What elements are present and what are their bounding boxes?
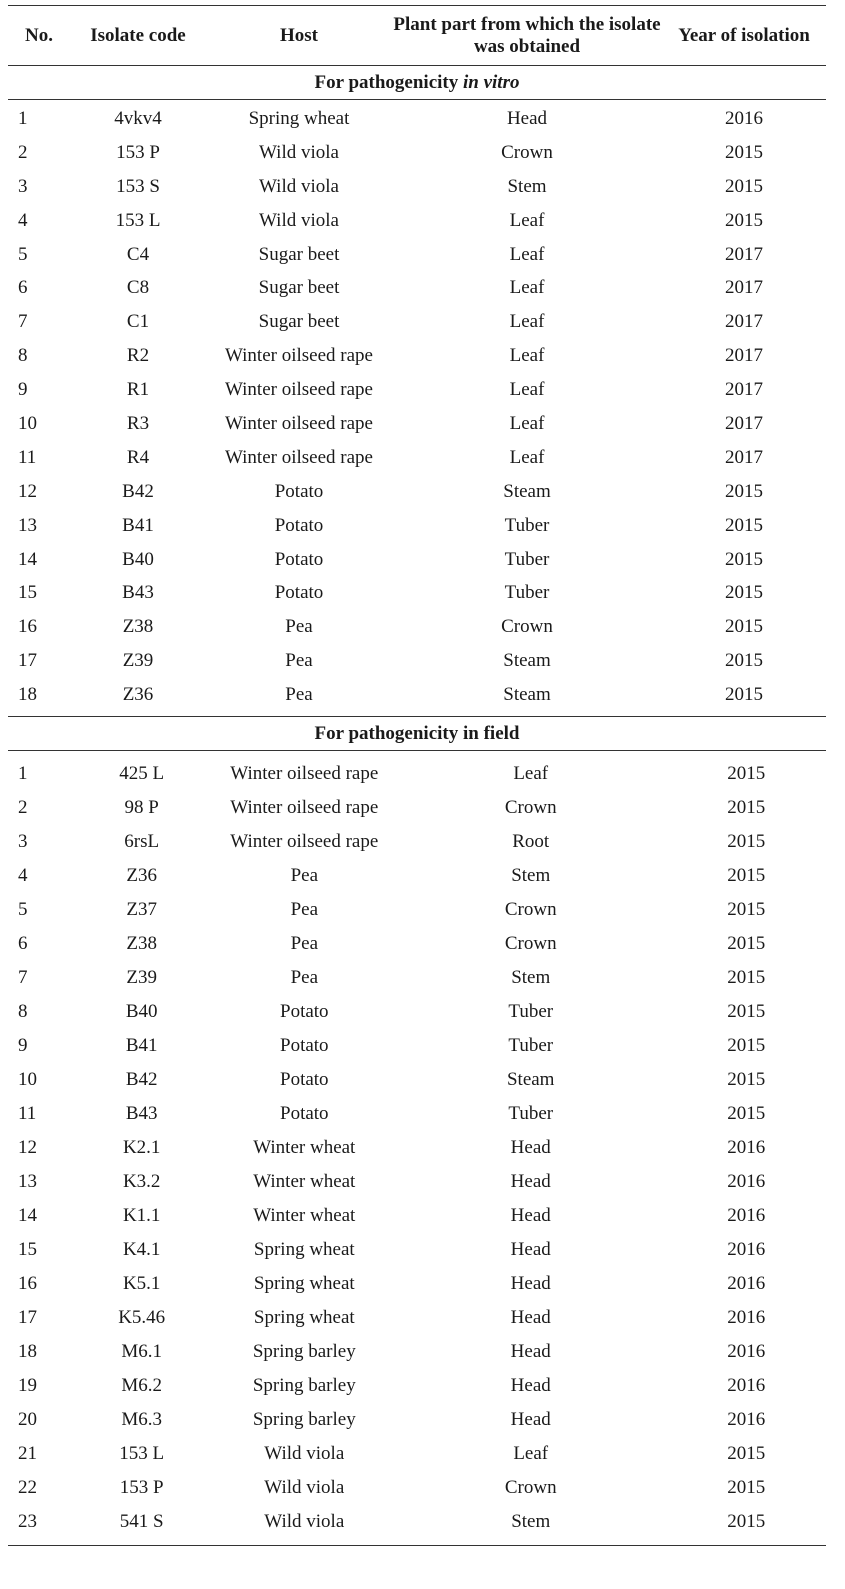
cell-host: Potato — [274, 582, 324, 604]
cell-host: Spring wheat — [248, 107, 350, 129]
cell-year: 2017 — [725, 345, 763, 367]
cell-host: Spring barley — [252, 1375, 356, 1397]
cell-plant-part: Leaf — [509, 379, 545, 401]
cell-plant-part: Crown — [501, 141, 553, 163]
cell-year: 2015 — [725, 548, 763, 570]
cell-year: 2017 — [725, 243, 763, 265]
cell-plant-part: Stem — [511, 967, 551, 989]
cell-plant-part: Stem — [511, 865, 551, 887]
cell-year: 2015 — [727, 1477, 766, 1499]
cell-host: Spring barley — [252, 1409, 356, 1431]
cell-year: 2016 — [727, 1137, 766, 1159]
cell-year: 2015 — [725, 209, 763, 231]
cell-isolate-code: Z38 — [122, 616, 154, 638]
cell-isolate-code: 541 S — [119, 1511, 164, 1533]
cell-isolate-code: M6.2 — [121, 1375, 163, 1397]
cell-year: 2015 — [727, 1069, 766, 1091]
section-rows — [8, 100, 826, 716]
cell-isolate-code: B42 — [122, 480, 154, 502]
table-row — [8, 1471, 826, 1505]
cell-year: 2016 — [727, 1273, 766, 1295]
cell-host: Winter wheat — [253, 1205, 356, 1227]
cell-plant-part: Leaf — [509, 209, 545, 231]
cell-isolate-code: K3.2 — [122, 1171, 161, 1193]
table-row — [8, 893, 826, 927]
cell-plant-part: Tuber — [504, 582, 550, 604]
cell-host: Winter oilseed rape — [224, 446, 373, 468]
cell-year: 2015 — [725, 616, 763, 638]
cell-host: Potato — [274, 514, 324, 536]
cell-year: 2016 — [727, 1205, 766, 1227]
table-row — [8, 102, 826, 136]
cell-isolate-code: B43 — [122, 582, 154, 604]
cell-no: 9 — [18, 1035, 28, 1057]
cell-isolate-code: Z36 — [122, 684, 154, 706]
cell-plant-part: Head — [510, 1137, 551, 1159]
cell-no: 7 — [18, 311, 28, 333]
cell-isolate-code: R1 — [126, 379, 150, 401]
cell-year: 2016 — [727, 1375, 766, 1397]
table-row — [8, 238, 826, 272]
table-row — [8, 1097, 826, 1131]
cell-plant-part: Head — [510, 1239, 551, 1261]
header-isolate-code: Isolate code — [90, 24, 186, 46]
table-row — [8, 1233, 826, 1267]
cell-plant-part: Root — [512, 831, 550, 853]
cell-host: Wild viola — [259, 209, 339, 231]
cell-host: Spring barley — [252, 1341, 356, 1363]
table-row — [8, 339, 826, 373]
cell-no: 18 — [18, 684, 37, 706]
cell-host: Winter oilseed rape — [230, 797, 379, 819]
table-row — [8, 576, 826, 610]
cell-host: Pea — [290, 899, 318, 921]
cell-year: 2017 — [725, 379, 763, 401]
cell-plant-part: Head — [510, 1307, 551, 1329]
table-row — [8, 610, 826, 644]
header-year: Year of isolation — [678, 24, 810, 46]
cell-year: 2015 — [725, 175, 763, 197]
cell-year: 2015 — [727, 1001, 766, 1023]
cell-no: 7 — [18, 967, 28, 989]
cell-plant-part: Tuber — [508, 1103, 554, 1125]
cell-plant-part: Leaf — [509, 412, 545, 434]
cell-year: 2015 — [725, 684, 763, 706]
cell-host: Winter wheat — [253, 1171, 356, 1193]
cell-isolate-code: K5.46 — [118, 1307, 166, 1329]
cell-no: 13 — [18, 1171, 37, 1193]
cell-year: 2015 — [725, 650, 763, 672]
cell-isolate-code: 4vkv4 — [114, 107, 162, 129]
cell-year: 2015 — [727, 797, 766, 819]
cell-year: 2015 — [727, 1511, 766, 1533]
cell-year: 2015 — [727, 865, 766, 887]
table-row — [8, 859, 826, 893]
cell-isolate-code: 6rsL — [124, 831, 160, 853]
cell-no: 18 — [18, 1341, 37, 1363]
cell-host: Potato — [274, 548, 324, 570]
cell-host: Spring wheat — [253, 1273, 355, 1295]
cell-host: Wild viola — [259, 141, 339, 163]
section-rows — [8, 751, 826, 1545]
cell-no: 23 — [18, 1511, 37, 1533]
cell-no: 2 — [18, 141, 28, 163]
cell-host: Wild viola — [264, 1443, 345, 1465]
isolates-table — [8, 5, 826, 1546]
cell-host: Pea — [290, 933, 318, 955]
cell-host: Winter oilseed rape — [224, 345, 373, 367]
cell-year: 2016 — [727, 1239, 766, 1261]
cell-isolate-code: 153 P — [116, 141, 160, 163]
cell-isolate-code: Z39 — [122, 650, 154, 672]
table-row — [8, 1199, 826, 1233]
cell-no: 4 — [18, 209, 28, 231]
table-row — [8, 441, 826, 475]
cell-isolate-code: 153 S — [116, 175, 160, 197]
cell-isolate-code: C1 — [126, 311, 150, 333]
cell-no: 6 — [18, 933, 28, 955]
cell-host: Winter oilseed rape — [224, 412, 373, 434]
cell-plant-part: Crown — [504, 933, 557, 955]
cell-plant-part: Leaf — [513, 1443, 549, 1465]
table-row — [8, 170, 826, 204]
table-row — [8, 204, 826, 238]
cell-no: 21 — [18, 1443, 37, 1465]
cell-host: Pea — [285, 684, 313, 706]
cell-host: Winter oilseed rape — [224, 379, 373, 401]
cell-no: 12 — [18, 480, 37, 502]
cell-no: 8 — [18, 1001, 28, 1023]
cell-no: 10 — [18, 1069, 37, 1091]
cell-plant-part: Steam — [506, 1069, 555, 1091]
table-row — [8, 1369, 826, 1403]
cell-year: 2016 — [725, 107, 763, 129]
cell-plant-part: Stem — [507, 175, 547, 197]
cell-plant-part: Head — [506, 107, 548, 129]
cell-isolate-code: Z38 — [126, 933, 157, 955]
cell-isolate-code: R4 — [126, 446, 150, 468]
cell-isolate-code: 98 P — [124, 797, 159, 819]
cell-plant-part: Head — [510, 1273, 551, 1295]
table-row — [8, 757, 826, 791]
cell-year: 2016 — [727, 1307, 766, 1329]
cell-host: Wild viola — [264, 1511, 345, 1533]
cell-plant-part: Leaf — [509, 311, 545, 333]
cell-isolate-code: 425 L — [119, 763, 165, 785]
table-row — [8, 1505, 826, 1539]
cell-isolate-code: M6.3 — [121, 1409, 163, 1431]
cell-no: 14 — [18, 548, 37, 570]
header-row — [8, 6, 826, 65]
cell-year: 2015 — [725, 141, 763, 163]
table-row — [8, 644, 826, 678]
cell-no: 17 — [18, 1307, 37, 1329]
cell-host: Sugar beet — [258, 311, 340, 333]
cell-isolate-code: B41 — [122, 514, 154, 536]
table-row — [8, 791, 826, 825]
cell-plant-part: Head — [510, 1205, 551, 1227]
cell-year: 2015 — [727, 899, 766, 921]
cell-no: 11 — [18, 1103, 37, 1125]
cell-year: 2016 — [727, 1341, 766, 1363]
section-title-text: For pathogenicity — [314, 72, 463, 93]
cell-no: 12 — [18, 1137, 37, 1159]
cell-isolate-code: 153 L — [119, 1443, 165, 1465]
table-row — [8, 961, 826, 995]
cell-year: 2015 — [725, 582, 763, 604]
cell-isolate-code: K5.1 — [122, 1273, 161, 1295]
cell-no: 16 — [18, 616, 37, 638]
cell-plant-part: Leaf — [513, 763, 549, 785]
cell-isolate-code: K4.1 — [122, 1239, 161, 1261]
cell-host: Spring wheat — [253, 1307, 355, 1329]
cell-plant-part: Steam — [503, 684, 551, 706]
cell-year: 2015 — [727, 967, 766, 989]
cell-plant-part: Head — [510, 1341, 551, 1363]
table-row — [8, 1267, 826, 1301]
cell-no: 2 — [18, 797, 28, 819]
cell-no: 4 — [18, 865, 28, 887]
table-row — [8, 825, 826, 859]
cell-no: 20 — [18, 1409, 37, 1431]
cell-plant-part: Head — [510, 1171, 551, 1193]
cell-no: 22 — [18, 1477, 37, 1499]
cell-no: 6 — [18, 277, 28, 299]
section-in-vitro — [8, 66, 826, 716]
cell-isolate-code: 153 L — [115, 209, 161, 231]
table-row — [8, 995, 826, 1029]
table-row — [8, 1029, 826, 1063]
cell-isolate-code: Z37 — [126, 899, 157, 921]
cell-no: 15 — [18, 1239, 37, 1261]
cell-host: Winter oilseed rape — [230, 831, 379, 853]
cell-isolate-code: C8 — [126, 277, 150, 299]
cell-no: 3 — [18, 175, 28, 197]
table-row — [8, 1403, 826, 1437]
cell-year: 2017 — [725, 277, 763, 299]
cell-isolate-code: B40 — [122, 548, 154, 570]
section-title-italic: in vitro — [463, 72, 520, 93]
header-host: Host — [280, 24, 318, 46]
cell-year: 2017 — [725, 412, 763, 434]
table-row — [8, 1437, 826, 1471]
header-plant-part: Plant part from which the isolate was obtained — [393, 13, 661, 57]
cell-plant-part: Steam — [503, 480, 551, 502]
cell-year: 2015 — [727, 1443, 766, 1465]
cell-no: 5 — [18, 899, 28, 921]
cell-plant-part: Tuber — [508, 1001, 554, 1023]
cell-host: Potato — [280, 1035, 329, 1057]
cell-isolate-code: B43 — [125, 1103, 158, 1125]
cell-no: 10 — [18, 412, 37, 434]
table-row — [8, 543, 826, 577]
cell-isolate-code: Z36 — [126, 865, 157, 887]
table-row — [8, 1335, 826, 1369]
table-row — [8, 407, 826, 441]
cell-plant-part: Crown — [501, 616, 553, 638]
cell-host: Pea — [290, 967, 318, 989]
cell-plant-part: Tuber — [504, 514, 550, 536]
cell-plant-part: Leaf — [509, 446, 545, 468]
cell-isolate-code: B40 — [125, 1001, 158, 1023]
table-row — [8, 1131, 826, 1165]
cell-isolate-code: 153 P — [119, 1477, 164, 1499]
table-row — [8, 475, 826, 509]
cell-no: 17 — [18, 650, 37, 672]
cell-isolate-code: B42 — [125, 1069, 158, 1091]
table-row — [8, 1063, 826, 1097]
cell-year: 2015 — [727, 1103, 766, 1125]
table-row — [8, 927, 826, 961]
cell-plant-part: Crown — [504, 1477, 557, 1499]
table-row — [8, 271, 826, 305]
cell-host: Winter wheat — [253, 1137, 356, 1159]
cell-plant-part: Crown — [504, 797, 557, 819]
cell-plant-part: Leaf — [509, 243, 545, 265]
cell-plant-part: Crown — [504, 899, 557, 921]
cell-no: 8 — [18, 345, 28, 367]
table-row — [8, 1165, 826, 1199]
table-row — [8, 373, 826, 407]
cell-host: Spring wheat — [253, 1239, 355, 1261]
cell-year: 2015 — [727, 763, 766, 785]
cell-year: 2015 — [727, 933, 766, 955]
cell-host: Potato — [280, 1001, 329, 1023]
table-row — [8, 136, 826, 170]
cell-isolate-code: C4 — [126, 243, 150, 265]
cell-host: Potato — [280, 1069, 329, 1091]
section-title — [8, 66, 826, 99]
cell-year: 2017 — [725, 446, 763, 468]
cell-year: 2015 — [727, 1035, 766, 1057]
cell-host: Pea — [290, 865, 318, 887]
bottom-rule — [8, 1545, 826, 1546]
cell-host: Winter oilseed rape — [230, 763, 379, 785]
cell-year: 2016 — [727, 1409, 766, 1431]
cell-no: 9 — [18, 379, 28, 401]
cell-no: 1 — [18, 107, 28, 129]
cell-isolate-code: K2.1 — [122, 1137, 161, 1159]
table-row — [8, 678, 826, 712]
table-row — [8, 305, 826, 339]
cell-year: 2017 — [725, 311, 763, 333]
cell-plant-part: Steam — [503, 650, 551, 672]
cell-host: Pea — [285, 616, 313, 638]
section-title — [8, 717, 826, 750]
cell-plant-part: Tuber — [508, 1035, 554, 1057]
cell-plant-part: Leaf — [509, 345, 545, 367]
cell-no: 16 — [18, 1273, 37, 1295]
cell-plant-part: Leaf — [509, 277, 545, 299]
cell-no: 15 — [18, 582, 37, 604]
cell-year: 2015 — [725, 480, 763, 502]
cell-year: 2015 — [725, 514, 763, 536]
cell-year: 2016 — [727, 1171, 766, 1193]
section-in-field — [8, 717, 826, 1545]
cell-host: Potato — [274, 480, 324, 502]
cell-no: 3 — [18, 831, 28, 853]
table-row — [8, 1301, 826, 1335]
cell-host: Wild viola — [259, 175, 339, 197]
cell-host: Potato — [280, 1103, 329, 1125]
header-no: No. — [25, 24, 53, 46]
table-row — [8, 509, 826, 543]
cell-no: 5 — [18, 243, 28, 265]
section-title-text: For pathogenicity in field — [314, 723, 520, 745]
cell-host: Wild viola — [264, 1477, 345, 1499]
cell-plant-part: Stem — [511, 1511, 551, 1533]
cell-no: 11 — [18, 446, 37, 468]
cell-host: Pea — [285, 650, 313, 672]
cell-isolate-code: K1.1 — [122, 1205, 161, 1227]
cell-year: 2015 — [727, 831, 766, 853]
cell-no: 14 — [18, 1205, 37, 1227]
cell-isolate-code: B41 — [125, 1035, 158, 1057]
cell-isolate-code: R2 — [126, 345, 150, 367]
cell-host: Sugar beet — [258, 277, 340, 299]
cell-plant-part: Head — [510, 1375, 551, 1397]
cell-plant-part: Head — [510, 1409, 551, 1431]
cell-no: 13 — [18, 514, 37, 536]
cell-no: 19 — [18, 1375, 37, 1397]
cell-host: Sugar beet — [258, 243, 340, 265]
cell-isolate-code: R3 — [126, 412, 150, 434]
cell-no: 1 — [18, 763, 28, 785]
cell-plant-part: Tuber — [504, 548, 550, 570]
cell-isolate-code: M6.1 — [121, 1341, 163, 1363]
cell-isolate-code: Z39 — [126, 967, 157, 989]
